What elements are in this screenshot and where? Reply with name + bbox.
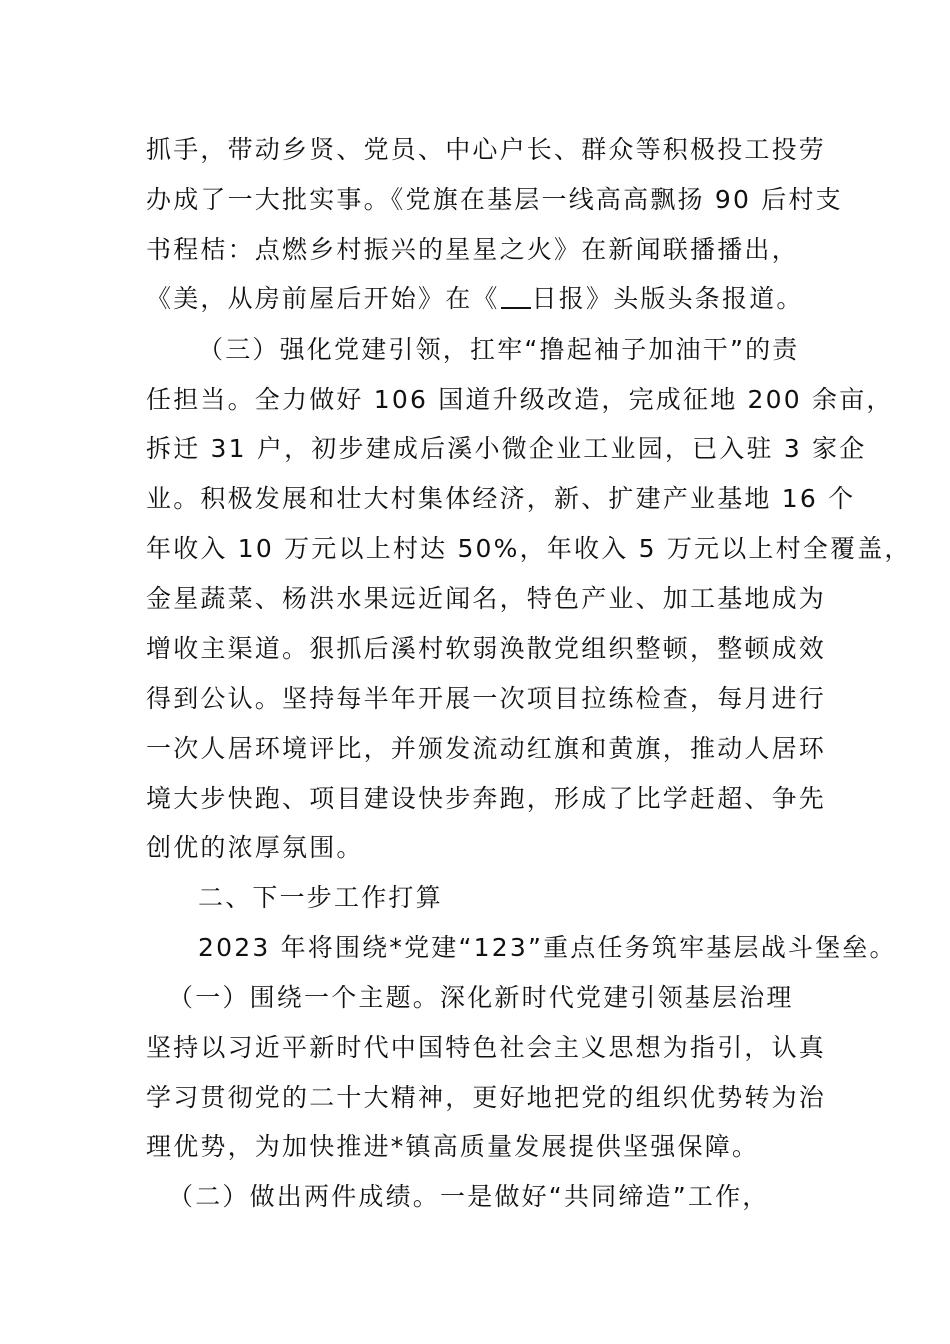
paragraph-line: 抓手，带动乡贤、党员、中心户长、群众等积极投工投劳	[146, 135, 827, 164]
paragraph-line: 学习贯彻党的二十大精神，更好地把党的组织优势转为治	[146, 1083, 827, 1112]
section-heading-line: （三）强化党建引领，扛牢“撸起袖子加油干”的责	[198, 335, 800, 364]
paragraph-line: 创优的浓厚氛围。	[146, 833, 364, 862]
paragraph-line: 任担当。全力做好 106 国道升级改造，完成征地 200 余亩，	[146, 385, 894, 414]
paragraph-line: 年收入 10 万元以上村达 50%，年收入 5 万元以上村全覆盖，	[146, 534, 912, 563]
paragraph-line: 2023 年将围绕*党建“123”重点任务筑牢基层战斗堡垒。	[198, 933, 897, 962]
paragraph-line: 得到公认。坚持每半年开展一次项目拉练检查，每月进行	[146, 684, 827, 713]
paragraph-line: 坚持以习近平新时代中国特色社会主义思想为指引，认真	[146, 1033, 827, 1062]
text-segment: 日报》头版头条报道。	[531, 284, 804, 313]
section-heading-line: （一）围绕一个主题。深化新时代党建引领基层治理	[168, 983, 794, 1012]
paragraph-line	[146, 277, 804, 321]
paragraph-line: 境大步快跑、项目建设快步奔跑，形成了比学赶超、争先	[146, 784, 827, 813]
text-segment: 《美，从房前屋后开始》在《	[146, 284, 500, 313]
paragraph-line: 增收主渠道。狠抓后溪村软弱涣散党组织整顿，整顿成效	[146, 634, 827, 663]
section-heading-line: （二）做出两件成绩。一是做好“共同缔造”工作，	[168, 1182, 770, 1211]
paragraph-line: 书程桔：点燃乡村振兴的星星之火》在新闻联播播出，	[146, 235, 799, 264]
paragraph-line: 一次人居环境评比，并颁发流动红旗和黄旗，推动人居环	[146, 734, 827, 763]
section-heading: 二、下一步工作打算	[198, 883, 443, 912]
paragraph-line: 业。积极发展和壮大村集体经济，新、扩建产业基地 16 个	[146, 484, 856, 513]
paragraph-line: 拆迁 31 户，初步建成后溪小微企业工业园，已入驻 3 家企	[146, 434, 867, 463]
paragraph-line: 理优势，为加快推进*镇高质量发展提供坚强保障。	[146, 1132, 760, 1161]
paragraph-line: 办成了一大批实事。《党旗在基层一线高高飘扬 90 后村支	[146, 185, 843, 214]
blank-underline	[501, 283, 531, 309]
paragraph-line: 金星蔬菜、杨洪水果远近闻名，特色产业、加工基地成为	[146, 584, 827, 613]
